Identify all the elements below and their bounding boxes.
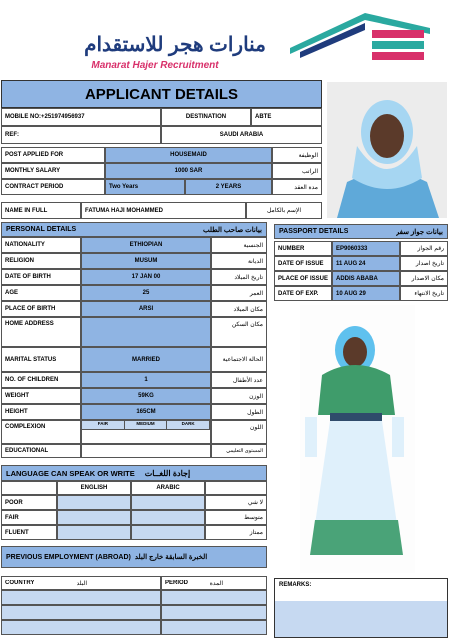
- contract-row: [1, 179, 322, 195]
- personal-row-label-ar: الحالة الاجتماعية: [211, 347, 267, 372]
- personal-row-label: HEIGHT: [1, 404, 81, 420]
- post-value: HOUSEMAID: [105, 147, 272, 163]
- personal-row-value: MARRIED: [81, 347, 211, 372]
- personal-row: [1, 317, 267, 347]
- passport-details-header: [274, 224, 448, 239]
- country-value: SAUDI ARABIA: [161, 126, 322, 144]
- language-title: LANGUAGE CAN SPEAK OR WRITE: [6, 468, 135, 478]
- language-row: [1, 495, 267, 510]
- personal-row: [1, 301, 267, 317]
- education-label: EDUCATIONAL: [1, 444, 81, 458]
- passport-details-title-ar: بيانات جواز سفر: [395, 228, 443, 236]
- personal-row-label-ar: الديانة: [211, 253, 267, 269]
- complexion-option[interactable]: MEDIUM: [125, 421, 168, 430]
- language-row-label-ar: متوسط: [205, 510, 267, 525]
- personal-details-title: PERSONAL DETAILS: [6, 226, 77, 233]
- contract-label: CONTRACT PERIOD: [1, 179, 105, 195]
- personal-row-value: 165CM: [81, 404, 211, 420]
- personal-row-label-ar: تاريخ الميلاد: [211, 269, 267, 285]
- destination-label: DESTINATION: [161, 108, 251, 126]
- personal-row: [1, 285, 267, 301]
- employment-country-header: COUNTRY البلد: [1, 576, 161, 590]
- post-row: [1, 147, 322, 163]
- employment-period-header: PERIOD المدة: [161, 576, 267, 590]
- logo-english-name: Manarat Hajer Recruitment: [91, 60, 219, 71]
- passport-row-label: DATE OF ISSUE: [274, 256, 332, 271]
- ref-row: [1, 126, 322, 144]
- passport-row-label-ar: تاريخ الانتهاء: [400, 286, 448, 301]
- language-table: [1, 481, 267, 540]
- personal-row: [1, 347, 267, 372]
- personal-row-label: NATIONALITY: [1, 237, 81, 253]
- salary-value: 1000 SAR: [105, 163, 272, 179]
- passport-row-label-ar: تاريخ اصدار: [400, 256, 448, 271]
- passport-row-value: EP9060333: [332, 241, 400, 256]
- language-arabic-cell[interactable]: [131, 510, 205, 525]
- language-arabic-cell[interactable]: [131, 525, 205, 540]
- personal-row-label: DATE OF BIRTH: [1, 269, 81, 285]
- logo: [20, 8, 450, 76]
- mobile-row: [1, 108, 322, 126]
- language-row: [1, 510, 267, 525]
- name-value: FATUMA HAJI MOHAMMED: [81, 202, 246, 219]
- post-label-ar: الوظيفة: [272, 147, 322, 163]
- destination-code: ABTE: [251, 108, 322, 126]
- complexion-option[interactable]: DARK: [167, 421, 210, 430]
- logo-arabic-name: منارات هجر للاستقدام: [84, 34, 266, 56]
- employment-table: [1, 576, 267, 635]
- personal-details-title-ar: بيانات صاحب الطلب: [202, 226, 262, 234]
- employment-header: [1, 546, 267, 568]
- employment-title: PREVIOUS EMPLOYMENT (ABROAD): [6, 553, 131, 561]
- personal-row-value: 25: [81, 285, 211, 301]
- complexion-label: COMPLEXION: [1, 420, 81, 444]
- personal-row-value: ARSI: [81, 301, 211, 317]
- personal-row-value: 1: [81, 372, 211, 388]
- personal-details-table: [1, 237, 267, 458]
- language-row: [1, 525, 267, 540]
- passport-row-label: DATE OF EXP.: [274, 286, 332, 301]
- personal-row-label: NO. OF CHILDREN: [1, 372, 81, 388]
- contract-value-1: Two Years: [105, 179, 185, 195]
- education-label-ar: المستوى التعليمي: [211, 444, 267, 458]
- personal-row: [1, 237, 267, 253]
- passport-row-label: PLACE OF ISSUE: [274, 271, 332, 286]
- personal-row-value: [81, 317, 211, 347]
- personal-row-value: ETHIOPIAN: [81, 237, 211, 253]
- name-label: NAME IN FULL: [1, 202, 81, 219]
- personal-row: [1, 388, 267, 404]
- name-label-ar: الإسم بالكامل: [246, 202, 322, 219]
- page-title: APPLICANT DETAILS: [84, 85, 239, 103]
- personal-row-label: RELIGION: [1, 253, 81, 269]
- language-header: [1, 465, 267, 481]
- salary-row: [1, 163, 322, 179]
- personal-row-label-ar: مكان السكن: [211, 317, 267, 347]
- personal-row: [1, 269, 267, 285]
- personal-row-label: AGE: [1, 285, 81, 301]
- language-english-cell[interactable]: [57, 495, 131, 510]
- personal-row-label-ar: الطول: [211, 404, 267, 420]
- complexion-option[interactable]: FAIR: [82, 421, 125, 430]
- language-row-label-ar: لا شي: [205, 495, 267, 510]
- personal-row: [1, 253, 267, 269]
- passport-row-label-ar: مكان الاصدار: [400, 271, 448, 286]
- applicant-full-body-photo: [300, 305, 415, 573]
- complexion-label-ar: اللون: [211, 420, 267, 444]
- language-english-cell[interactable]: [57, 510, 131, 525]
- personal-row-value: 17 JAN 00: [81, 269, 211, 285]
- language-row-label: FAIR: [1, 510, 57, 525]
- post-label: POST APPLIED FOR: [1, 147, 105, 163]
- ref-label: REF:: [1, 126, 161, 144]
- complexion-row: [1, 420, 267, 444]
- personal-row-label-ar: الوزن: [211, 388, 267, 404]
- language-arabic-cell[interactable]: [131, 495, 205, 510]
- personal-row-label: HOME ADDRESS: [1, 317, 81, 347]
- personal-row-value: MUSUM: [81, 253, 211, 269]
- language-title-ar: إجادة اللغــات: [144, 468, 191, 478]
- contract-label-ar: مدة العقد: [272, 179, 322, 195]
- passport-row-value: ADDIS ABABA: [332, 271, 400, 286]
- name-row: [1, 202, 322, 219]
- passport-row: [274, 241, 448, 256]
- personal-row: [1, 404, 267, 420]
- personal-row-label: PLACE OF BIRTH: [1, 301, 81, 317]
- passport-row-label: NUMBER: [274, 241, 332, 256]
- personal-row: [1, 372, 267, 388]
- personal-row-label: WEIGHT: [1, 388, 81, 404]
- remarks-label: REMARKS:: [279, 582, 312, 588]
- language-english-cell[interactable]: [57, 525, 131, 540]
- mobile-number: MOBILE NO:+251974956937: [1, 108, 161, 126]
- employment-title-ar: الخبرة السابقة خارج البلد: [134, 554, 208, 561]
- applicant-portrait-photo: [327, 82, 447, 218]
- language-row-label-ar: ممتاز: [205, 525, 267, 540]
- personal-row-value: 59KG: [81, 388, 211, 404]
- language-col-arabic: ARABIC: [131, 481, 205, 495]
- personal-details-header: [1, 222, 267, 237]
- personal-row-label-ar: الجنسية: [211, 237, 267, 253]
- salary-label: MONTHLY SALARY: [1, 163, 105, 179]
- contract-value-2: 2 YEARS: [185, 179, 272, 195]
- passport-details-table: [274, 241, 448, 301]
- education-row: [1, 444, 267, 458]
- logo-roof-icon: [290, 8, 430, 66]
- page-title-bar: [1, 80, 322, 108]
- passport-row: [274, 271, 448, 286]
- passport-row-label-ar: رقم الجواز: [400, 241, 448, 256]
- personal-row-label-ar: عدد الأطفال: [211, 372, 267, 388]
- passport-row-value: 10 AUG 29: [332, 286, 400, 301]
- language-row-label: FLUENT: [1, 525, 57, 540]
- passport-details-title: PASSPORT DETAILS: [279, 228, 349, 235]
- personal-row-label: MARITAL STATUS: [1, 347, 81, 372]
- remarks-box: [274, 578, 448, 638]
- language-row-label: POOR: [1, 495, 57, 510]
- passport-row: [274, 286, 448, 301]
- personal-row-label-ar: مكان الميلاد: [211, 301, 267, 317]
- salary-label-ar: الراتب: [272, 163, 322, 179]
- personal-row-label-ar: العمر: [211, 285, 267, 301]
- language-col-english: ENGLISH: [57, 481, 131, 495]
- passport-row: [274, 256, 448, 271]
- passport-row-value: 11 AUG 24: [332, 256, 400, 271]
